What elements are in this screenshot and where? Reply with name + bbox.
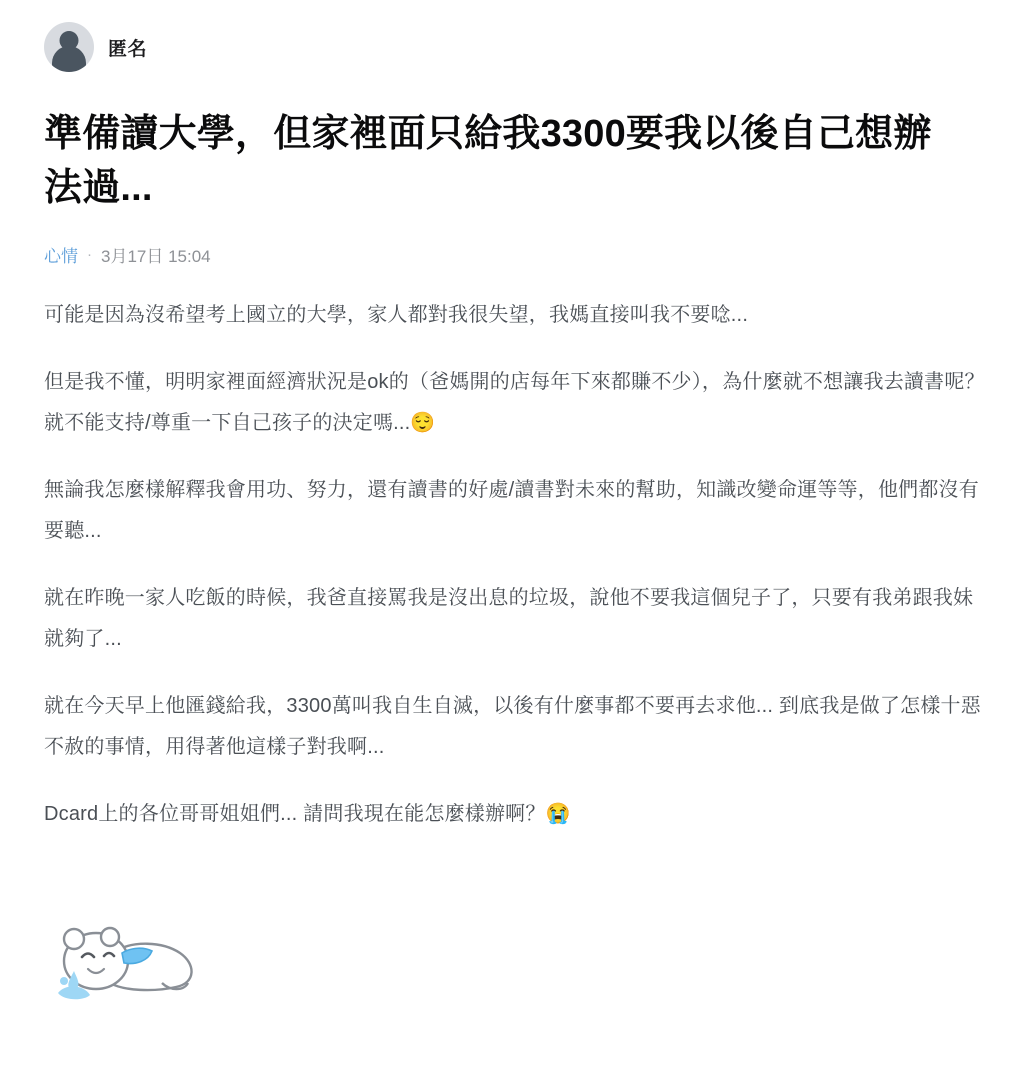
- post-paragraph: 但是我不懂，明明家裡面經濟狀況是ok的（爸媽開的店每年下來都賺不少），為什麼就不想讓我去讀書呢？就不能支持/尊重一下自己孩子的決定嗎...😌: [44, 370, 985, 434]
- post-body: [44, 295, 992, 835]
- post-paragraph: 就在昨晚一家人吃飯的時候，我爸直接罵我是沒出息的垃圾，說他不要我這個兒子了，只要有我弟跟我妹就夠了...: [44, 586, 974, 650]
- post-meta: [44, 242, 992, 267]
- post-paragraph: 就在今天早上他匯錢給我，3300萬叫我自生自滅，以後有什麼事都不要再去求他... 到底我是做了怎樣十惡不赦的事情，用得著他這樣子對我啊...: [44, 694, 981, 758]
- post-paragraph: 可能是因為沒希望考上國立的大學，家人都對我很失望，我媽直接叫我不要唸...: [44, 303, 749, 326]
- crying-sleeping-bear-sticker: [44, 907, 224, 1003]
- meta-separator: ·: [87, 245, 92, 263]
- anonymous-avatar-icon: [44, 22, 94, 72]
- forum-link[interactable]: 心情: [44, 246, 78, 266]
- post-paragraph: 無論我怎麼樣解釋我會用功、努力，還有讀書的好處/讀書對未來的幫助，知識改變命運等等，他們都沒有要聽...: [44, 478, 979, 542]
- author-row[interactable]: [44, 0, 992, 72]
- post-paragraph: Dcard上的各位哥哥姐姐們... 請問我現在能怎麼樣辦啊？😭: [44, 802, 571, 825]
- post-timestamp: 3月17日 15:04: [101, 246, 211, 266]
- page-title: 準備讀大學，但家裡面只給我3300要我以後自己想辦法過...: [44, 113, 932, 209]
- author-name: 匿名: [108, 38, 148, 60]
- avatar-body-shape: [52, 46, 86, 72]
